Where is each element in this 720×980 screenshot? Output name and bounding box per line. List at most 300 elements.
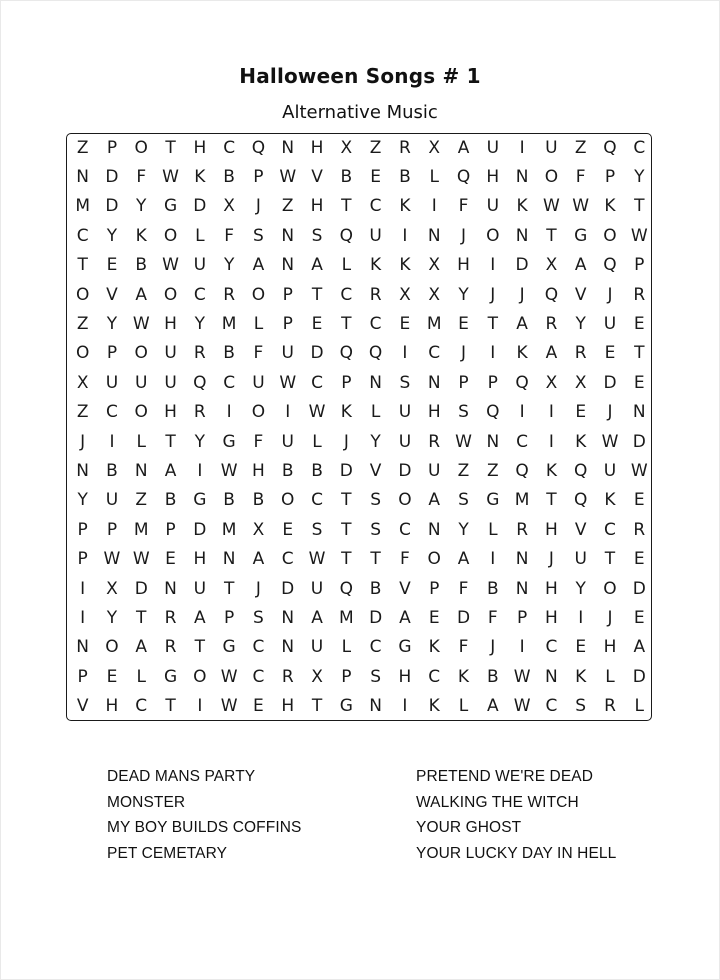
grid-letter[interactable]: P <box>224 607 235 628</box>
grid-letter[interactable]: R <box>164 637 177 658</box>
grid-letter[interactable]: J <box>461 343 467 364</box>
grid-letter[interactable]: J <box>255 196 261 217</box>
grid-letter[interactable]: L <box>195 225 205 246</box>
grid-letter[interactable]: J <box>490 637 496 658</box>
grid-letter[interactable]: X <box>223 196 235 217</box>
grid-letter[interactable]: T <box>487 314 498 335</box>
grid-letter[interactable]: H <box>193 549 207 570</box>
grid-letter[interactable]: D <box>632 431 646 452</box>
grid-letter[interactable]: R <box>399 137 411 158</box>
grid-letter[interactable]: A <box>135 637 148 658</box>
grid-letter[interactable]: F <box>136 167 147 188</box>
grid-letter[interactable]: K <box>399 255 411 276</box>
grid-letter[interactable]: G <box>193 490 207 511</box>
grid-letter[interactable]: B <box>369 578 382 599</box>
grid-letter[interactable]: G <box>339 696 353 717</box>
grid-letter[interactable]: V <box>399 578 411 599</box>
grid-letter[interactable]: P <box>106 137 118 158</box>
grid-letter[interactable]: K <box>516 343 528 364</box>
grid-letter[interactable]: W <box>572 196 590 217</box>
grid-letter[interactable]: O <box>281 490 295 511</box>
grid-letter[interactable]: G <box>398 637 412 658</box>
grid-letter[interactable]: Z <box>135 490 148 511</box>
grid-letter[interactable]: K <box>428 696 440 717</box>
grid-letter[interactable]: U <box>310 578 324 599</box>
grid-letter[interactable]: P <box>282 314 293 335</box>
grid-letter[interactable]: U <box>281 343 294 364</box>
grid-letter[interactable]: M <box>75 196 90 217</box>
grid-letter[interactable]: W <box>162 255 179 276</box>
grid-letter[interactable]: Q <box>603 137 617 158</box>
grid-letter[interactable]: Q <box>574 460 588 481</box>
grid-letter[interactable]: F <box>253 431 264 452</box>
grid-letter[interactable]: C <box>252 666 265 687</box>
grid-letter[interactable]: R <box>633 284 646 305</box>
grid-letter[interactable]: C <box>281 549 294 570</box>
grid-letter[interactable]: H <box>545 578 558 599</box>
grid-letter[interactable]: O <box>193 666 207 687</box>
grid-letter[interactable]: F <box>575 167 586 188</box>
grid-letter[interactable]: L <box>488 519 498 540</box>
grid-letter[interactable]: S <box>253 225 264 246</box>
grid-letter[interactable]: C <box>340 284 353 305</box>
grid-letter[interactable]: R <box>633 519 646 540</box>
grid-letter[interactable]: E <box>282 519 294 540</box>
grid-letter[interactable]: P <box>165 519 176 540</box>
grid-letter[interactable]: J <box>255 578 261 599</box>
grid-letter[interactable]: S <box>311 225 323 246</box>
grid-letter[interactable]: K <box>604 490 616 511</box>
grid-letter[interactable]: K <box>194 167 206 188</box>
grid-letter[interactable]: K <box>340 402 352 423</box>
grid-letter[interactable]: U <box>545 137 558 158</box>
grid-letter[interactable]: Z <box>457 460 470 481</box>
grid-letter[interactable]: T <box>165 431 176 452</box>
grid-letter[interactable]: U <box>603 314 617 335</box>
grid-letter[interactable]: H <box>310 196 324 217</box>
grid-letter[interactable]: C <box>76 225 89 246</box>
grid-letter[interactable]: T <box>341 519 352 540</box>
grid-letter[interactable]: V <box>574 284 587 305</box>
grid-letter[interactable]: D <box>632 578 646 599</box>
grid-letter[interactable]: L <box>370 402 381 423</box>
grid-letter[interactable]: K <box>575 431 587 452</box>
grid-letter[interactable]: R <box>193 343 206 364</box>
grid-letter[interactable]: E <box>311 314 323 335</box>
grid-letter[interactable]: H <box>252 460 265 481</box>
grid-letter[interactable]: W <box>220 696 238 717</box>
grid-letter[interactable]: V <box>106 284 118 305</box>
grid-letter[interactable]: W <box>220 666 238 687</box>
grid-letter[interactable]: Z <box>76 314 89 335</box>
grid-letter[interactable]: N <box>76 637 89 658</box>
grid-letter[interactable]: L <box>605 666 615 687</box>
grid-letter[interactable]: Y <box>575 314 586 335</box>
grid-letter[interactable]: H <box>486 167 500 188</box>
grid-letter[interactable]: E <box>604 343 616 364</box>
grid-letter[interactable]: U <box>281 431 294 452</box>
grid-letter[interactable]: O <box>134 137 148 158</box>
grid-letter[interactable]: K <box>604 196 616 217</box>
grid-letter[interactable]: X <box>428 137 441 158</box>
grid-letter[interactable]: N <box>281 255 295 276</box>
grid-letter[interactable]: W <box>279 372 297 393</box>
grid-letter[interactable]: C <box>604 519 616 540</box>
grid-letter[interactable]: E <box>575 402 587 423</box>
grid-letter[interactable]: R <box>223 284 236 305</box>
grid-letter[interactable]: I <box>490 343 496 364</box>
grid-letter[interactable]: B <box>486 666 499 687</box>
grid-letter[interactable]: D <box>310 343 324 364</box>
grid-letter[interactable]: T <box>341 490 352 511</box>
grid-letter[interactable]: X <box>399 284 411 305</box>
grid-letter[interactable]: I <box>519 637 525 658</box>
grid-letter[interactable]: P <box>106 519 118 540</box>
grid-letter[interactable]: J <box>548 549 554 570</box>
grid-letter[interactable]: Q <box>574 490 588 511</box>
grid-letter[interactable]: C <box>633 137 646 158</box>
grid-letter[interactable]: U <box>603 460 617 481</box>
grid-letter[interactable]: E <box>633 549 645 570</box>
grid-letter[interactable]: U <box>105 372 119 393</box>
grid-letter[interactable]: L <box>429 167 439 188</box>
grid-letter[interactable]: H <box>545 519 558 540</box>
grid-letter[interactable]: B <box>486 578 499 599</box>
grid-letter[interactable]: P <box>77 519 88 540</box>
grid-letter[interactable]: N <box>222 549 236 570</box>
grid-letter[interactable]: X <box>545 255 558 276</box>
grid-letter[interactable]: X <box>545 372 558 393</box>
grid-letter[interactable]: Y <box>634 167 645 188</box>
grid-letter[interactable]: W <box>455 431 472 452</box>
grid-letter[interactable]: S <box>458 490 469 511</box>
grid-letter[interactable]: O <box>163 225 178 246</box>
grid-letter[interactable]: T <box>341 549 352 570</box>
grid-letter[interactable]: T <box>634 343 645 364</box>
grid-letter[interactable]: G <box>574 225 588 246</box>
grid-letter[interactable]: Y <box>106 314 118 335</box>
grid-letter[interactable]: G <box>222 637 236 658</box>
grid-letter[interactable]: Z <box>486 460 499 481</box>
grid-letter[interactable]: F <box>458 578 469 599</box>
grid-letter[interactable]: T <box>165 696 176 717</box>
grid-letter[interactable]: Y <box>194 314 206 335</box>
grid-letter[interactable]: I <box>402 225 408 246</box>
grid-letter[interactable]: E <box>370 167 381 188</box>
grid-letter[interactable]: X <box>106 578 118 599</box>
grid-letter[interactable]: F <box>224 225 235 246</box>
grid-letter[interactable]: J <box>490 284 496 305</box>
grid-letter[interactable]: T <box>546 490 557 511</box>
grid-letter[interactable]: H <box>310 137 324 158</box>
grid-letter[interactable]: U <box>193 578 207 599</box>
grid-letter[interactable]: X <box>574 372 587 393</box>
grid-letter[interactable]: D <box>105 196 119 217</box>
grid-letter[interactable]: T <box>136 607 147 628</box>
grid-letter[interactable]: P <box>634 255 645 276</box>
grid-letter[interactable]: S <box>399 372 411 393</box>
grid-letter[interactable]: D <box>398 460 412 481</box>
grid-letter[interactable]: T <box>604 549 616 570</box>
grid-letter[interactable]: O <box>486 225 500 246</box>
grid-letter[interactable]: X <box>311 666 323 687</box>
grid-letter[interactable]: M <box>133 519 149 540</box>
grid-letter[interactable]: P <box>282 284 293 305</box>
grid-letter[interactable]: M <box>221 519 237 540</box>
grid-letter[interactable]: T <box>341 196 352 217</box>
grid-letter[interactable]: I <box>548 431 554 452</box>
grid-letter[interactable]: X <box>428 255 441 276</box>
grid-letter[interactable]: R <box>428 431 441 452</box>
grid-letter[interactable]: I <box>402 696 408 717</box>
grid-letter[interactable]: O <box>251 284 266 305</box>
grid-letter[interactable]: T <box>370 549 381 570</box>
grid-letter[interactable]: H <box>164 402 177 423</box>
grid-letter[interactable]: N <box>427 372 441 393</box>
grid-letter[interactable]: A <box>457 137 470 158</box>
grid-letter[interactable]: H <box>105 696 119 717</box>
grid-letter[interactable]: I <box>519 402 525 423</box>
grid-letter[interactable]: A <box>486 696 499 717</box>
grid-letter[interactable]: N <box>76 460 89 481</box>
grid-letter[interactable]: I <box>197 460 203 481</box>
grid-letter[interactable]: Y <box>106 607 118 628</box>
grid-letter[interactable]: J <box>607 402 613 423</box>
grid-letter[interactable]: T <box>194 637 206 658</box>
grid-letter[interactable]: H <box>457 255 470 276</box>
grid-letter[interactable]: P <box>106 343 118 364</box>
grid-letter[interactable]: A <box>633 637 646 658</box>
grid-letter[interactable]: A <box>311 255 323 276</box>
grid-letter[interactable]: A <box>457 549 470 570</box>
grid-letter[interactable]: I <box>80 607 86 628</box>
grid-letter[interactable]: C <box>545 696 558 717</box>
grid-letter[interactable]: W <box>513 666 531 687</box>
grid-letter[interactable]: U <box>574 549 587 570</box>
grid-letter[interactable]: N <box>281 637 295 658</box>
grid-letter[interactable]: I <box>285 402 291 423</box>
grid-letter[interactable]: H <box>603 637 617 658</box>
grid-letter[interactable]: T <box>546 225 557 246</box>
grid-letter[interactable]: C <box>369 196 382 217</box>
grid-letter[interactable]: L <box>136 431 146 452</box>
grid-letter[interactable]: B <box>223 343 235 364</box>
grid-letter[interactable]: J <box>519 284 525 305</box>
grid-letter[interactable]: O <box>163 284 178 305</box>
grid-letter[interactable]: E <box>399 314 411 335</box>
grid-letter[interactable]: V <box>369 460 382 481</box>
grid-letter[interactable]: W <box>630 225 648 246</box>
grid-letter[interactable]: D <box>134 578 148 599</box>
grid-letter[interactable]: I <box>548 402 554 423</box>
grid-letter[interactable]: J <box>607 607 613 628</box>
grid-letter[interactable]: W <box>308 402 326 423</box>
grid-letter[interactable]: C <box>223 372 236 393</box>
grid-letter[interactable]: F <box>487 607 498 628</box>
grid-letter[interactable]: L <box>341 255 352 276</box>
grid-letter[interactable]: Z <box>574 137 587 158</box>
grid-letter[interactable]: I <box>80 578 86 599</box>
grid-letter[interactable]: U <box>193 255 207 276</box>
grid-letter[interactable]: Y <box>458 519 469 540</box>
grid-letter[interactable]: H <box>164 314 177 335</box>
grid-letter[interactable]: Q <box>486 402 500 423</box>
grid-letter[interactable]: D <box>193 519 207 540</box>
grid-letter[interactable]: V <box>76 696 89 717</box>
grid-letter[interactable]: Q <box>251 137 266 158</box>
grid-letter[interactable]: O <box>544 167 559 188</box>
grid-letter[interactable]: N <box>369 696 382 717</box>
grid-letter[interactable]: D <box>281 578 295 599</box>
grid-letter[interactable]: C <box>193 284 206 305</box>
grid-letter[interactable]: N <box>369 372 382 393</box>
grid-letter[interactable]: F <box>458 196 469 217</box>
grid-letter[interactable]: D <box>603 372 617 393</box>
grid-letter[interactable]: I <box>226 402 232 423</box>
grid-letter[interactable]: A <box>194 607 206 628</box>
grid-letter[interactable]: C <box>311 372 323 393</box>
grid-letter[interactable]: Y <box>223 255 235 276</box>
grid-letter[interactable]: O <box>75 284 90 305</box>
grid-letter[interactable]: D <box>105 167 119 188</box>
grid-letter[interactable]: I <box>109 431 115 452</box>
grid-letter[interactable]: N <box>515 167 529 188</box>
grid-letter[interactable]: A <box>574 255 587 276</box>
grid-letter[interactable]: Q <box>603 255 617 276</box>
grid-letter[interactable]: X <box>76 372 89 393</box>
grid-letter[interactable]: R <box>369 284 382 305</box>
grid-letter[interactable]: K <box>135 225 147 246</box>
grid-letter[interactable]: C <box>398 519 411 540</box>
grid-letter[interactable]: J <box>80 431 86 452</box>
grid-letter[interactable]: E <box>633 372 645 393</box>
grid-letter[interactable]: K <box>428 637 440 658</box>
grid-letter[interactable]: N <box>515 225 529 246</box>
grid-letter[interactable]: K <box>399 196 411 217</box>
grid-letter[interactable]: O <box>134 343 148 364</box>
grid-letter[interactable]: R <box>281 666 294 687</box>
grid-letter[interactable]: U <box>135 372 148 393</box>
grid-letter[interactable]: D <box>456 607 471 628</box>
grid-letter[interactable]: T <box>77 255 88 276</box>
grid-letter[interactable]: T <box>165 137 176 158</box>
grid-letter[interactable]: L <box>136 666 146 687</box>
grid-letter[interactable]: W <box>103 549 121 570</box>
grid-letter[interactable]: A <box>252 255 265 276</box>
grid-letter[interactable]: I <box>490 549 496 570</box>
grid-letter[interactable]: I <box>578 607 584 628</box>
grid-letter[interactable]: B <box>399 167 411 188</box>
grid-letter[interactable]: N <box>427 225 441 246</box>
grid-letter[interactable]: W <box>132 549 150 570</box>
grid-letter[interactable]: I <box>402 343 408 364</box>
grid-letter[interactable]: N <box>515 549 529 570</box>
grid-letter[interactable]: X <box>252 519 265 540</box>
grid-letter[interactable]: B <box>223 490 235 511</box>
grid-letter[interactable]: H <box>427 402 441 423</box>
grid-letter[interactable]: I <box>490 255 496 276</box>
grid-letter[interactable]: B <box>223 167 235 188</box>
grid-letter[interactable]: H <box>281 696 295 717</box>
grid-letter[interactable]: G <box>486 490 500 511</box>
grid-letter[interactable]: R <box>164 607 177 628</box>
grid-letter[interactable]: P <box>77 666 88 687</box>
grid-letter[interactable]: P <box>253 167 264 188</box>
grid-letter[interactable]: U <box>398 402 412 423</box>
grid-letter[interactable]: U <box>486 196 500 217</box>
grid-letter[interactable]: Q <box>339 343 354 364</box>
grid-letter[interactable]: U <box>164 343 177 364</box>
grid-letter[interactable]: A <box>399 607 411 628</box>
grid-letter[interactable]: A <box>516 314 528 335</box>
grid-letter[interactable]: U <box>310 637 324 658</box>
grid-letter[interactable]: E <box>458 314 469 335</box>
grid-letter[interactable]: D <box>339 460 353 481</box>
grid-letter[interactable]: P <box>458 372 469 393</box>
grid-letter[interactable]: W <box>630 460 648 481</box>
grid-letter[interactable]: C <box>516 431 529 452</box>
grid-letter[interactable]: O <box>398 490 412 511</box>
grid-letter[interactable]: M <box>338 607 354 628</box>
grid-letter[interactable]: U <box>105 490 119 511</box>
grid-letter[interactable]: C <box>106 402 118 423</box>
grid-letter[interactable]: O <box>251 402 266 423</box>
grid-letter[interactable]: R <box>574 343 587 364</box>
grid-letter[interactable]: O <box>75 343 90 364</box>
grid-letter[interactable]: D <box>632 666 646 687</box>
grid-letter[interactable]: X <box>428 284 441 305</box>
grid-letter[interactable]: R <box>193 402 206 423</box>
grid-letter[interactable]: N <box>515 578 529 599</box>
grid-letter[interactable]: E <box>633 607 645 628</box>
grid-letter[interactable]: B <box>106 460 118 481</box>
grid-letter[interactable]: Q <box>339 225 354 246</box>
grid-letter[interactable]: M <box>221 314 237 335</box>
grid-letter[interactable]: Y <box>458 284 469 305</box>
grid-letter[interactable]: N <box>427 519 441 540</box>
grid-letter[interactable]: K <box>516 196 528 217</box>
grid-letter[interactable]: B <box>311 460 323 481</box>
grid-letter[interactable]: G <box>163 666 178 687</box>
grid-letter[interactable]: I <box>431 196 437 217</box>
grid-letter[interactable]: Q <box>368 343 383 364</box>
grid-letter[interactable]: W <box>162 167 179 188</box>
grid-letter[interactable]: A <box>311 607 323 628</box>
grid-letter[interactable]: Y <box>136 196 147 217</box>
grid-letter[interactable]: S <box>370 490 382 511</box>
grid-letter[interactable]: N <box>632 402 646 423</box>
grid-letter[interactable]: P <box>429 578 440 599</box>
grid-letter[interactable]: P <box>487 372 498 393</box>
grid-letter[interactable]: W <box>279 167 297 188</box>
grid-letter[interactable]: N <box>281 607 295 628</box>
grid-letter[interactable]: D <box>369 607 383 628</box>
grid-letter[interactable]: C <box>311 490 323 511</box>
grid-letter[interactable]: R <box>516 519 528 540</box>
grid-letter[interactable]: B <box>135 255 148 276</box>
grid-letter[interactable]: C <box>545 637 558 658</box>
grid-letter[interactable]: Y <box>370 431 381 452</box>
grid-letter[interactable]: S <box>253 607 264 628</box>
grid-letter[interactable]: A <box>428 490 441 511</box>
grid-letter[interactable]: S <box>370 519 382 540</box>
grid-letter[interactable]: I <box>519 137 525 158</box>
grid-letter[interactable]: E <box>575 637 587 658</box>
grid-letter[interactable]: N <box>281 137 295 158</box>
grid-letter[interactable]: L <box>253 314 264 335</box>
grid-letter[interactable]: A <box>164 460 177 481</box>
grid-letter[interactable]: U <box>398 431 412 452</box>
